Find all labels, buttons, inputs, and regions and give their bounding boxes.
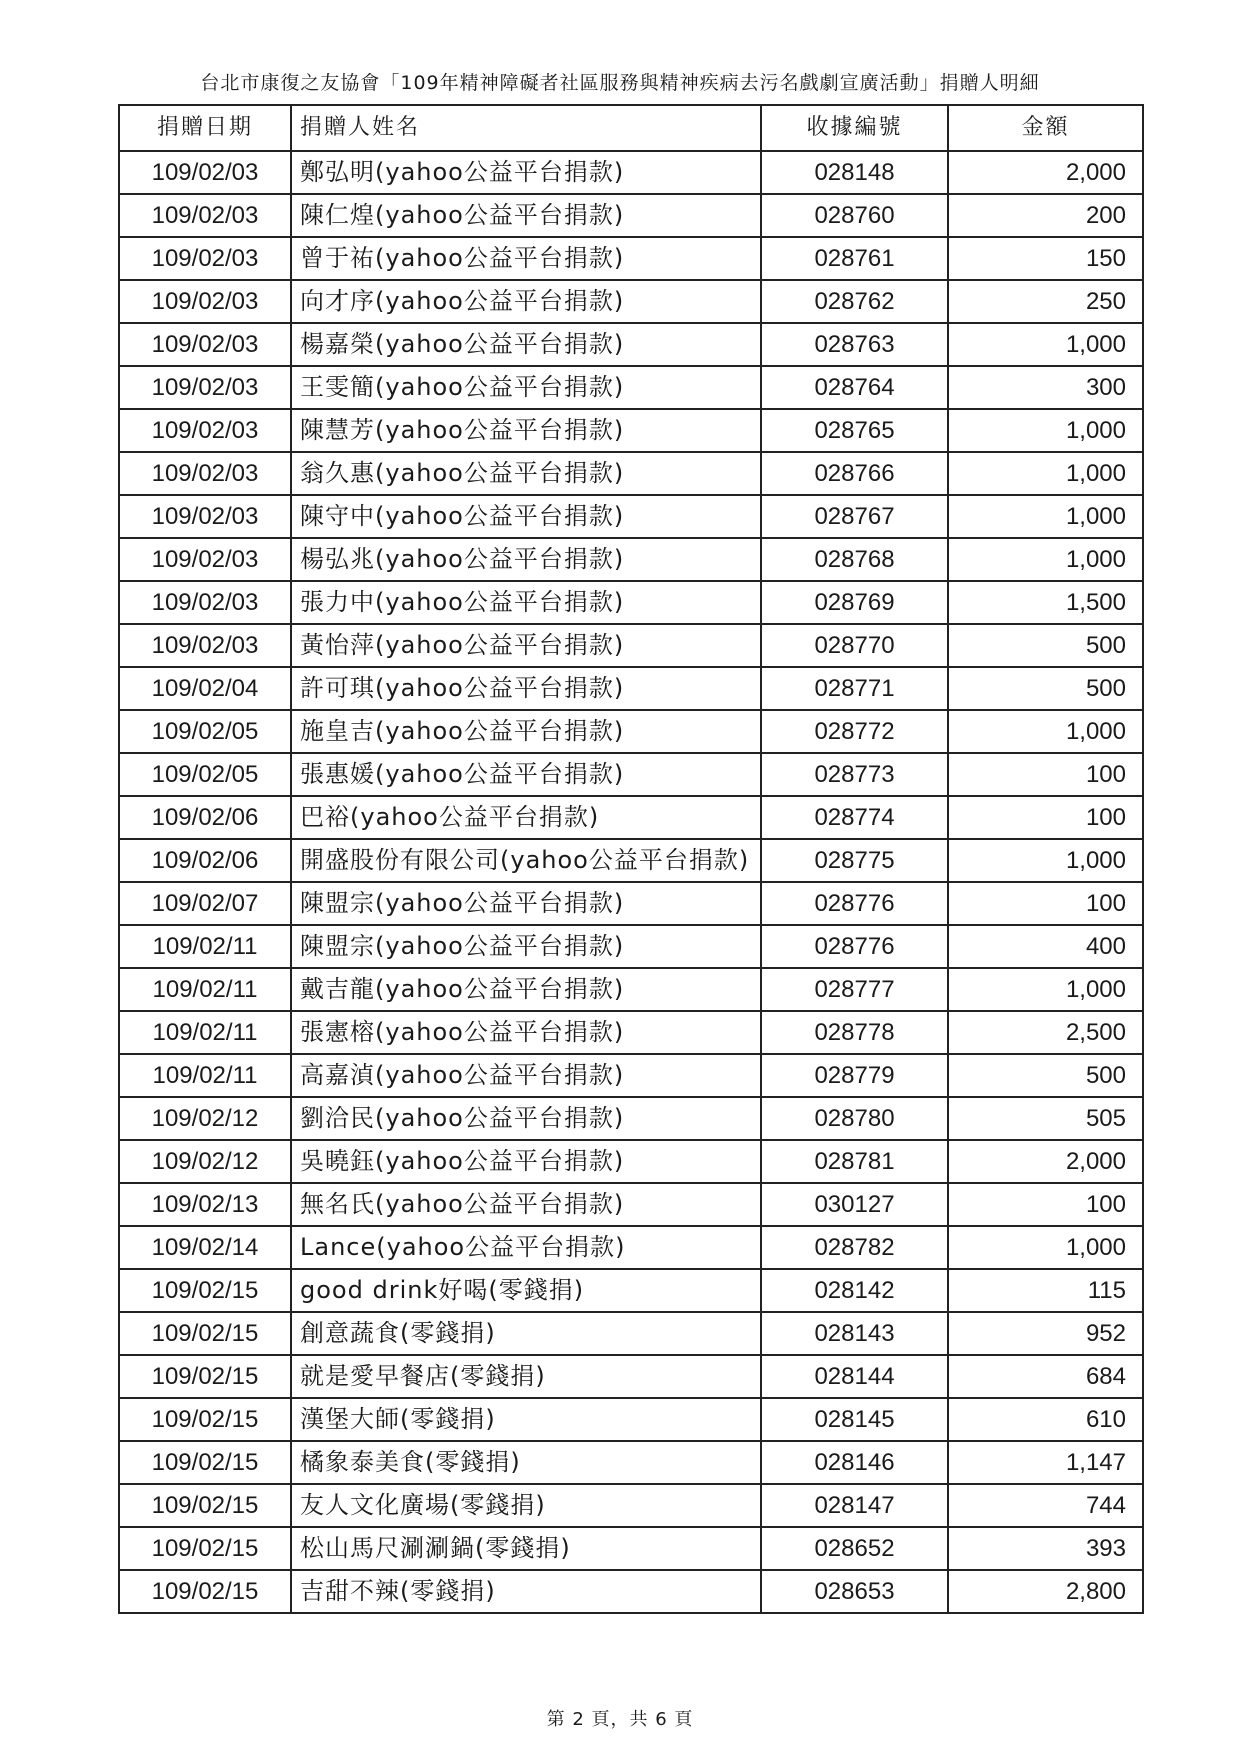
cell-amount: 610 — [948, 1398, 1143, 1441]
cell-donor-name: 友人文化廣場(零錢捐) — [291, 1484, 761, 1527]
cell-receipt-number: 028771 — [761, 667, 948, 710]
cell-receipt-number: 030127 — [761, 1183, 948, 1226]
table-row — [119, 409, 1143, 452]
cell-date: 109/02/03 — [119, 323, 291, 366]
table-row — [119, 796, 1143, 839]
cell-date: 109/02/12 — [119, 1097, 291, 1140]
cell-date: 109/02/15 — [119, 1570, 291, 1613]
table-row — [119, 1398, 1143, 1441]
cell-donor-name: 松山馬尺涮涮鍋(零錢捐) — [291, 1527, 761, 1570]
header-receipt: 收據編號 — [761, 105, 948, 151]
cell-date: 109/02/15 — [119, 1484, 291, 1527]
table-row — [119, 1097, 1143, 1140]
cell-date: 109/02/11 — [119, 1011, 291, 1054]
cell-donor-name: 就是愛早餐店(零錢捐) — [291, 1355, 761, 1398]
cell-donor-name: 許可琪(yahoo公益平台捐款) — [291, 667, 761, 710]
cell-donor-name: 劉洽民(yahoo公益平台捐款) — [291, 1097, 761, 1140]
cell-amount: 1,000 — [948, 323, 1143, 366]
cell-receipt-number: 028764 — [761, 366, 948, 409]
cell-date: 109/02/06 — [119, 839, 291, 882]
cell-receipt-number: 028777 — [761, 968, 948, 1011]
table-row — [119, 753, 1143, 796]
cell-amount: 2,800 — [948, 1570, 1143, 1613]
cell-donor-name: 無名氏(yahoo公益平台捐款) — [291, 1183, 761, 1226]
cell-amount: 2,000 — [948, 1140, 1143, 1183]
donor-table — [118, 104, 1144, 1614]
table-row — [119, 194, 1143, 237]
table-row — [119, 624, 1143, 667]
cell-donor-name: 張憲榕(yahoo公益平台捐款) — [291, 1011, 761, 1054]
cell-receipt-number: 028768 — [761, 538, 948, 581]
table-row — [119, 1183, 1143, 1226]
table-row — [119, 1140, 1143, 1183]
cell-donor-name: 戴吉龍(yahoo公益平台捐款) — [291, 968, 761, 1011]
cell-amount: 1,000 — [948, 409, 1143, 452]
cell-amount: 1,000 — [948, 1226, 1143, 1269]
table-row — [119, 667, 1143, 710]
cell-date: 109/02/03 — [119, 194, 291, 237]
cell-receipt-number: 028652 — [761, 1527, 948, 1570]
cell-donor-name: 向才序(yahoo公益平台捐款) — [291, 280, 761, 323]
cell-donor-name: 曾于祐(yahoo公益平台捐款) — [291, 237, 761, 280]
cell-date: 109/02/15 — [119, 1269, 291, 1312]
header-date: 捐贈日期 — [119, 105, 291, 151]
table-row — [119, 1484, 1143, 1527]
cell-date: 109/02/15 — [119, 1441, 291, 1484]
cell-amount: 1,000 — [948, 495, 1143, 538]
cell-receipt-number: 028146 — [761, 1441, 948, 1484]
cell-amount: 684 — [948, 1355, 1143, 1398]
cell-receipt-number: 028770 — [761, 624, 948, 667]
cell-date: 109/02/12 — [119, 1140, 291, 1183]
table-row — [119, 538, 1143, 581]
cell-amount: 500 — [948, 667, 1143, 710]
cell-date: 109/02/13 — [119, 1183, 291, 1226]
cell-receipt-number: 028774 — [761, 796, 948, 839]
cell-date: 109/02/06 — [119, 796, 291, 839]
header-name: 捐贈人姓名 — [291, 105, 761, 151]
cell-donor-name: 楊弘兆(yahoo公益平台捐款) — [291, 538, 761, 581]
cell-receipt-number: 028148 — [761, 151, 948, 194]
cell-donor-name: 陳守中(yahoo公益平台捐款) — [291, 495, 761, 538]
cell-receipt-number: 028761 — [761, 237, 948, 280]
cell-date: 109/02/15 — [119, 1355, 291, 1398]
cell-amount: 300 — [948, 366, 1143, 409]
cell-receipt-number: 028773 — [761, 753, 948, 796]
cell-receipt-number: 028760 — [761, 194, 948, 237]
cell-amount: 1,000 — [948, 710, 1143, 753]
cell-receipt-number: 028147 — [761, 1484, 948, 1527]
table-body — [119, 151, 1143, 1613]
table-header-row — [119, 105, 1143, 151]
table-row — [119, 151, 1143, 194]
cell-amount: 505 — [948, 1097, 1143, 1140]
table-row — [119, 1527, 1143, 1570]
cell-date: 109/02/11 — [119, 1054, 291, 1097]
cell-receipt-number: 028780 — [761, 1097, 948, 1140]
cell-amount: 2,000 — [948, 151, 1143, 194]
table-row — [119, 581, 1143, 624]
cell-amount: 1,147 — [948, 1441, 1143, 1484]
cell-amount: 100 — [948, 796, 1143, 839]
cell-donor-name: 高嘉湞(yahoo公益平台捐款) — [291, 1054, 761, 1097]
cell-date: 109/02/04 — [119, 667, 291, 710]
cell-date: 109/02/15 — [119, 1312, 291, 1355]
cell-donor-name: 陳仁煌(yahoo公益平台捐款) — [291, 194, 761, 237]
table-row — [119, 882, 1143, 925]
table-row — [119, 280, 1143, 323]
table-row — [119, 968, 1143, 1011]
cell-donor-name: 橘象泰美食(零錢捐) — [291, 1441, 761, 1484]
cell-amount: 100 — [948, 882, 1143, 925]
table-row — [119, 237, 1143, 280]
cell-date: 109/02/14 — [119, 1226, 291, 1269]
cell-date: 109/02/03 — [119, 452, 291, 495]
table-row — [119, 1269, 1143, 1312]
cell-date: 109/02/03 — [119, 409, 291, 452]
cell-donor-name: Lance(yahoo公益平台捐款) — [291, 1226, 761, 1269]
cell-receipt-number: 028779 — [761, 1054, 948, 1097]
cell-receipt-number: 028767 — [761, 495, 948, 538]
cell-date: 109/02/03 — [119, 237, 291, 280]
cell-donor-name: 楊嘉榮(yahoo公益平台捐款) — [291, 323, 761, 366]
table-row — [119, 710, 1143, 753]
cell-amount: 744 — [948, 1484, 1143, 1527]
cell-amount: 2,500 — [948, 1011, 1143, 1054]
cell-donor-name: 鄭弘明(yahoo公益平台捐款) — [291, 151, 761, 194]
cell-date: 109/02/03 — [119, 280, 291, 323]
cell-amount: 100 — [948, 753, 1143, 796]
cell-donor-name: 漢堡大師(零錢捐) — [291, 1398, 761, 1441]
cell-amount: 100 — [948, 1183, 1143, 1226]
cell-donor-name: 吳曉鈺(yahoo公益平台捐款) — [291, 1140, 761, 1183]
cell-donor-name: 創意蔬食(零錢捐) — [291, 1312, 761, 1355]
cell-donor-name: 翁久惠(yahoo公益平台捐款) — [291, 452, 761, 495]
table-row — [119, 366, 1143, 409]
cell-amount: 393 — [948, 1527, 1143, 1570]
cell-receipt-number: 028769 — [761, 581, 948, 624]
table-row — [119, 839, 1143, 882]
page-number: 第 2 頁，共 6 頁 — [546, 1709, 694, 1730]
cell-donor-name: 黃怡萍(yahoo公益平台捐款) — [291, 624, 761, 667]
cell-amount: 400 — [948, 925, 1143, 968]
cell-amount: 1,000 — [948, 452, 1143, 495]
cell-receipt-number: 028775 — [761, 839, 948, 882]
header-amount: 金額 — [948, 105, 1143, 151]
cell-donor-name: good drink好喝(零錢捐) — [291, 1269, 761, 1312]
table-row — [119, 1226, 1143, 1269]
cell-receipt-number: 028766 — [761, 452, 948, 495]
cell-receipt-number: 028781 — [761, 1140, 948, 1183]
cell-date: 109/02/03 — [119, 581, 291, 624]
cell-receipt-number: 028772 — [761, 710, 948, 753]
table-row — [119, 323, 1143, 366]
cell-receipt-number: 028782 — [761, 1226, 948, 1269]
cell-receipt-number: 028778 — [761, 1011, 948, 1054]
cell-date: 109/02/05 — [119, 753, 291, 796]
cell-amount: 952 — [948, 1312, 1143, 1355]
table-row — [119, 452, 1143, 495]
cell-donor-name: 王雯簡(yahoo公益平台捐款) — [291, 366, 761, 409]
cell-date: 109/02/11 — [119, 925, 291, 968]
document-title: 台北市康復之友協會「109年精神障礙者社區服務與精神疾病去污名戲劇宣廣活動」捐贈人明細 — [200, 72, 1040, 94]
cell-donor-name: 陳慧芳(yahoo公益平台捐款) — [291, 409, 761, 452]
cell-receipt-number: 028762 — [761, 280, 948, 323]
cell-amount: 500 — [948, 624, 1143, 667]
cell-date: 109/02/03 — [119, 624, 291, 667]
cell-donor-name: 張惠媛(yahoo公益平台捐款) — [291, 753, 761, 796]
cell-donor-name: 吉甜不辣(零錢捐) — [291, 1570, 761, 1613]
cell-receipt-number: 028776 — [761, 925, 948, 968]
cell-date: 109/02/15 — [119, 1398, 291, 1441]
cell-receipt-number: 028144 — [761, 1355, 948, 1398]
cell-amount: 150 — [948, 237, 1143, 280]
table-row — [119, 1570, 1143, 1613]
cell-receipt-number: 028143 — [761, 1312, 948, 1355]
cell-date: 109/02/15 — [119, 1527, 291, 1570]
cell-date: 109/02/03 — [119, 366, 291, 409]
cell-receipt-number: 028145 — [761, 1398, 948, 1441]
table-row — [119, 1355, 1143, 1398]
cell-amount: 250 — [948, 280, 1143, 323]
cell-date: 109/02/11 — [119, 968, 291, 1011]
cell-date: 109/02/07 — [119, 882, 291, 925]
cell-date: 109/02/03 — [119, 151, 291, 194]
cell-receipt-number: 028765 — [761, 409, 948, 452]
cell-amount: 200 — [948, 194, 1143, 237]
cell-donor-name: 施皇吉(yahoo公益平台捐款) — [291, 710, 761, 753]
cell-amount: 115 — [948, 1269, 1143, 1312]
cell-receipt-number: 028142 — [761, 1269, 948, 1312]
cell-date: 109/02/03 — [119, 538, 291, 581]
cell-amount: 1,000 — [948, 538, 1143, 581]
cell-date: 109/02/05 — [119, 710, 291, 753]
cell-amount: 1,500 — [948, 581, 1143, 624]
table-row — [119, 925, 1143, 968]
table-row — [119, 1441, 1143, 1484]
cell-donor-name: 陳盟宗(yahoo公益平台捐款) — [291, 925, 761, 968]
cell-receipt-number: 028653 — [761, 1570, 948, 1613]
cell-receipt-number: 028763 — [761, 323, 948, 366]
cell-amount: 1,000 — [948, 839, 1143, 882]
cell-donor-name: 張力中(yahoo公益平台捐款) — [291, 581, 761, 624]
table-row — [119, 1312, 1143, 1355]
cell-receipt-number: 028776 — [761, 882, 948, 925]
cell-amount: 1,000 — [948, 968, 1143, 1011]
cell-donor-name: 陳盟宗(yahoo公益平台捐款) — [291, 882, 761, 925]
cell-donor-name: 巴裕(yahoo公益平台捐款) — [291, 796, 761, 839]
table-row — [119, 1011, 1143, 1054]
cell-amount: 500 — [948, 1054, 1143, 1097]
cell-donor-name: 開盛股份有限公司(yahoo公益平台捐款) — [291, 839, 761, 882]
cell-date: 109/02/03 — [119, 495, 291, 538]
table-row — [119, 495, 1143, 538]
table-row — [119, 1054, 1143, 1097]
